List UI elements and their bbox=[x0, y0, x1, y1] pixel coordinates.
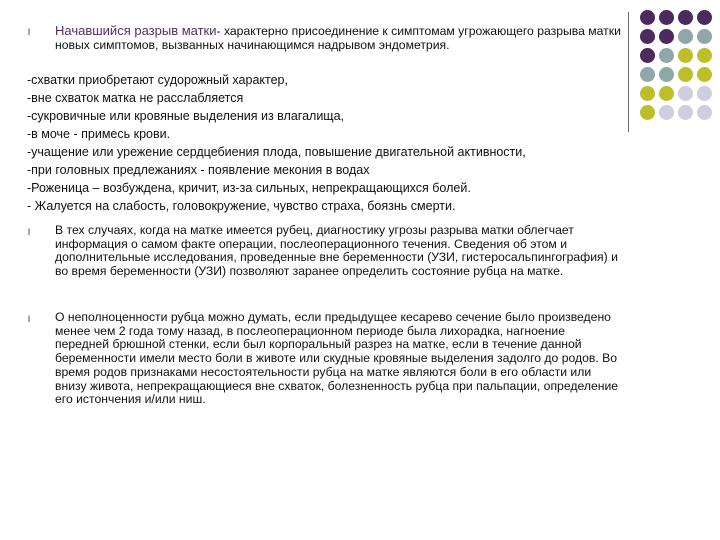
intro-text: - характерно присоединение к симптомам угрожающего разрыва матки новых симптомов, вызванных начинающимся надрывом эндометрия. bbox=[55, 24, 621, 52]
scar-info-paragraph bbox=[28, 224, 622, 279]
decorative-divider-line bbox=[628, 12, 629, 132]
decorative-dot bbox=[659, 67, 674, 82]
symptom-line: -Роженица – возбуждена, кричит, из-за сильных, непрекращающихся болей. bbox=[27, 181, 471, 195]
decorative-dot bbox=[697, 48, 712, 63]
decorative-dot bbox=[640, 86, 655, 101]
decorative-dot bbox=[678, 105, 693, 120]
decorative-dot bbox=[697, 105, 712, 120]
decorative-dot bbox=[640, 105, 655, 120]
bullet-icon: l bbox=[28, 227, 30, 237]
decorative-dot bbox=[678, 67, 693, 82]
symptom-list bbox=[27, 71, 622, 215]
decorative-dot-grid bbox=[640, 10, 712, 120]
symptom-line: -вне схваток матка не расслабляется bbox=[27, 91, 244, 105]
decorative-dot bbox=[697, 29, 712, 44]
decorative-dot bbox=[640, 67, 655, 82]
decorative-dot bbox=[697, 67, 712, 82]
decorative-dot bbox=[640, 29, 655, 44]
decorative-dot bbox=[659, 105, 674, 120]
decorative-dot bbox=[678, 86, 693, 101]
bullet-icon: l bbox=[28, 314, 30, 324]
bullet-icon: l bbox=[28, 27, 30, 37]
paragraph-text: В тех случаях, когда на матке имеется рубец, диагностику угрозы разрыва матки облегчает информация о самом факте операции, послеоперационного течения. Сведения об этом и дополнительные исследования, проведенные вне беременности (УЗИ, гистеросальпингография) и во время беременности (УЗИ) позволяют заранее определить состояние рубца на матке. bbox=[55, 223, 618, 279]
decorative-dot bbox=[640, 48, 655, 63]
decorative-dot bbox=[697, 10, 712, 25]
symptom-line: -в моче - примесь крови. bbox=[27, 127, 171, 141]
intro-paragraph bbox=[28, 24, 622, 52]
decorative-dot bbox=[659, 86, 674, 101]
paragraph-text: О неполноценности рубца можно думать, если предыдущее кесарево сечение было произведено менее чем 2 года тому назад, в послеоперационном периоде была лихорадка, нагноение передней брюшной стенки, если был корпоральный разрез на матке, если в течение данной беременности имели место боли в животе или скудные кровяные выделения задолго до родов. Во время родов признаками несостоятельности рубца на матке являются боли в его области или внизу живота, непрекращающиеся вне схваток, болезненность рубца при пальпации, определение его истончения и/или ниш. bbox=[55, 310, 619, 407]
decorative-dot bbox=[697, 86, 712, 101]
symptom-line: -учащение или урежение сердцебиения плода, повышение двигательной активности, bbox=[27, 145, 526, 159]
decorative-dot bbox=[678, 10, 693, 25]
symptom-line: -при головных предлежаниях - появление мекония в водах bbox=[27, 163, 370, 177]
decorative-dot bbox=[659, 48, 674, 63]
decorative-dot bbox=[659, 29, 674, 44]
highlighted-term: Начавшийся разрыв матки bbox=[55, 23, 217, 38]
symptom-line: -сукровичные или кровяные выделения из влагалища, bbox=[27, 109, 345, 123]
decorative-dot bbox=[640, 10, 655, 25]
decorative-dot bbox=[659, 10, 674, 25]
scar-insufficiency-paragraph bbox=[28, 311, 622, 407]
decorative-dot bbox=[678, 48, 693, 63]
symptom-line: -схватки приобретают судорожный характер, bbox=[27, 73, 288, 87]
symptom-line: - Жалуется на слабость, головокружение, чувство страха, боязнь смерти. bbox=[27, 199, 456, 213]
decorative-dot bbox=[678, 29, 693, 44]
